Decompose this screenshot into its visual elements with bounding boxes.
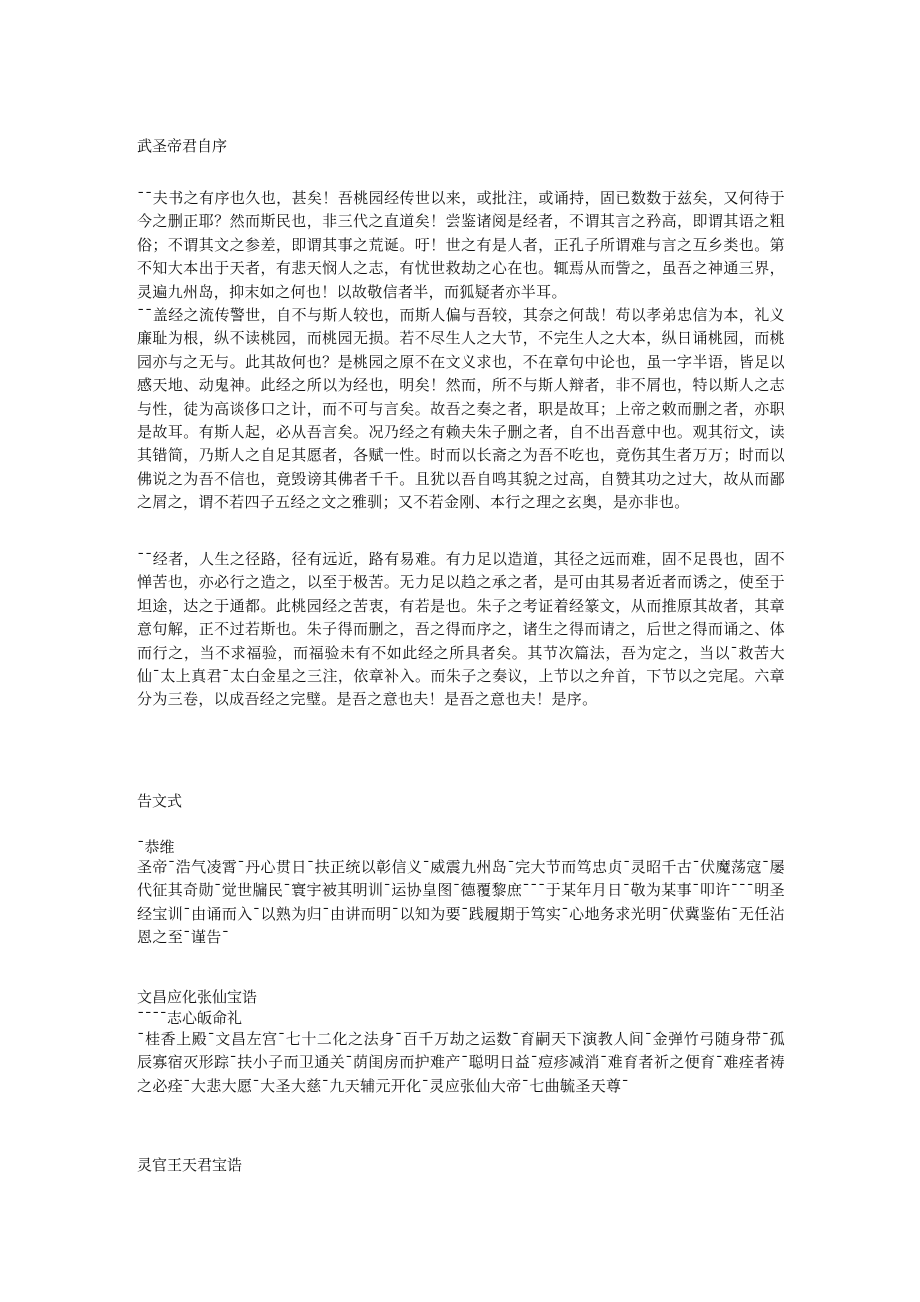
preface-paragraph-3: ¯¯经者，人生之径路，径有远近，路有易难。有力足以造道，其径之远而难，固不足畏也，固不惮苦也，亦必行之造之，以至于极苦。无力足以趋之承之者，是可由其易者近者而诱之，使至于坦途，达之于通都。此桃园经之苦衷，有若是也。朱子之考证着经篆文，从而推原其故者，其章意句解，正不过若斯也。朱子得而删之，吾之得而序之，诸生之得而请之，后世之得而诵之、体而行之，当不求福验，而福验未有不如此经之所具者矣。其节次篇法，吾为定之，当以¯救苦大仙¯太上真君¯太白金星之三注，依章补入。而朱子之奏议，上节以之弁首，下节以之完尾。六章分为三卷，以成吾经之完璧。是吾之意也夫！是吾之意也夫！是序。 (137, 550, 785, 709)
wenchang-title: 文昌应化张仙宝诰 (137, 988, 258, 1006)
preface-paragraph-1: ¯¯夫书之有序也久也，甚矣！吾桃园经传世以来，或批注，或诵持，固已数数于兹矣，又何待于今之删正耶？然而斯民也，非三代之直道矣！尝鉴诸阅是经者，不谓其言之矜高，即谓其语之粗俗；不谓其文之参差，即谓其事之荒诞。吁！世之有是人者，正孔子所谓难与言之互乡类也。第不知大本出于天者，有悲天悯人之志，有忧世救劫之心在也。辄焉从而訾之，虽吾之神通三界，灵遍九州岛，抑末如之何也！以故敬信者半，而狐疑者亦半耳。 (137, 189, 785, 301)
wenchang-intro: ¯¯¯¯志心皈命礼 (137, 1009, 243, 1027)
lingguan-title: 灵官王天君宝诰 (137, 1156, 243, 1174)
gaowen-body: 圣帝¯浩气凌霄¯丹心贯日¯扶正统以彰信义¯威震九州岛¯完大节而笃忠贞¯灵昭千古¯伏魔荡寇¯屡代征其奇勋¯觉世牖民¯寰宇被其明训¯运协皇图¯德覆黎庶¯¯¯于某年月日¯敬为某事¯叩许¯¯¯明圣经宝训¯由诵而入¯以熟为归¯由讲而明¯以知为要¯践履期于笃实¯心地务求光明¯伏冀鉴佑¯无任沾恩之至¯谨告¯ (137, 858, 785, 947)
gaowen-intro: ¯恭维 (137, 838, 175, 856)
preface-paragraph-2: ¯¯盖经之流传警世，自不与斯人较也，而斯人偏与吾较，其奈之何哉！苟以孝弟忠信为本，礼义廉耻为根，纵不读桃园，而桃园无损。若不尽生人之大节，不完生人之大本，纵日诵桃园，而桃园亦与之无与。此其故何也？是桃园之原不在文义求也，不在章句中论也，虽一字半语，皆足以感天地、动鬼神。此经之所以为经也，明矣！然而，所不与斯人辩者，非不屑也，特以斯人之志与性，徒为高谈侈口之计，而不可与言矣。故吾之奏之者，职是故耳；上帝之敕而删之者，亦职是故耳。有斯人起，必从吾言矣。况乃经之有赖夫朱子删之者，自不出吾意中也。观其衍文，读其错简，乃斯人之自足其愿者，各赋一性。时而以长斋之为吾不吃也，竟伤其生者万万；时而以佛说之为吾不信也，竟毁谤其佛者千千。且犹以吾自鸣其貌之过高，自赞其功之过大，故从而鄙之屑之，谓不若四子五经之文之雅驯；又不若金刚、本行之理之玄奥，是亦非也。 (137, 306, 785, 512)
gaowen-title: 告文式 (137, 792, 183, 810)
wenchang-body: ¯桂香上殿¯文昌左宫¯七十二化之法身¯百千万劫之运数¯育嗣天下演教人间¯金弹竹弓随身带¯孤辰寡宿灭形踪¯扶小子而卫通关¯荫闺房而护难产¯聪明日益¯痘疹减消¯难育者祈之便育¯难痊者祷之必痊¯大悲大愿¯大圣大慈¯九天辅元开化¯灵应张仙大帝¯七曲毓圣天尊¯ (137, 1030, 785, 1095)
preface-title: 武圣帝君自序 (137, 137, 228, 155)
